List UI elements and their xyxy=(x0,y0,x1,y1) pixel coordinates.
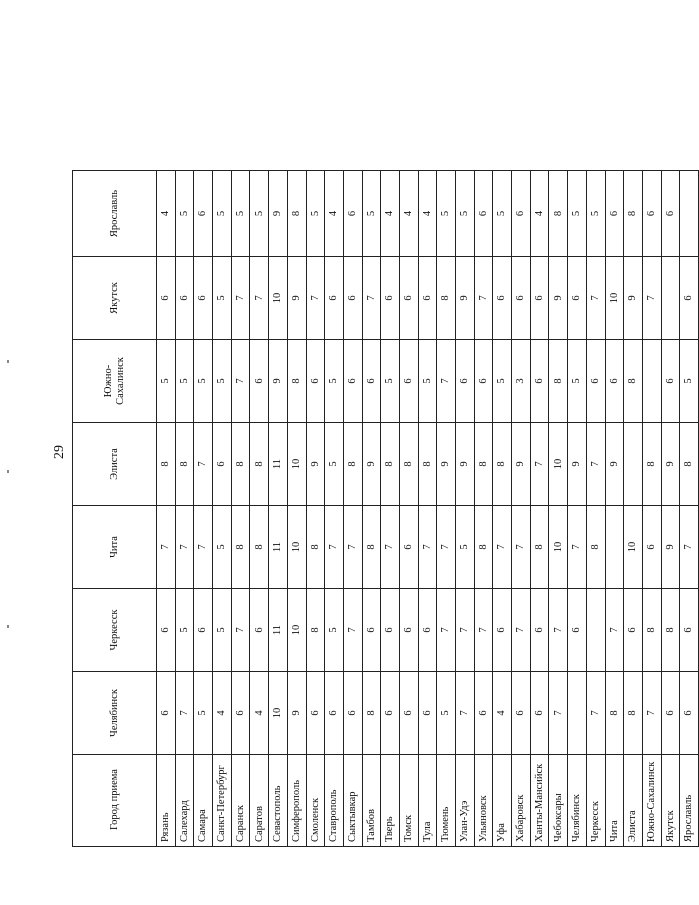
table-cell: 11 xyxy=(269,423,288,506)
row-city: Тамбов xyxy=(362,755,381,847)
table-cell: 5 xyxy=(568,171,587,257)
header-col: Элиста xyxy=(73,423,157,506)
table-row xyxy=(437,171,456,847)
table-cell: 8 xyxy=(362,672,381,755)
table-row xyxy=(586,171,605,847)
table-cell: 5 xyxy=(306,171,325,257)
table-cell: 7 xyxy=(586,257,605,340)
table-cell: 9 xyxy=(549,257,568,340)
table-cell: 8 xyxy=(624,171,643,257)
row-city: Челябинск xyxy=(568,755,587,847)
table-cell: 9 xyxy=(287,257,306,340)
table-row xyxy=(250,171,269,847)
table-cell: 7 xyxy=(568,506,587,589)
header-city: Город приема xyxy=(73,755,157,847)
table-cell: 5 xyxy=(231,171,250,257)
table-cell: 6 xyxy=(418,589,437,672)
table-cell: 7 xyxy=(250,257,269,340)
table-cell: 6 xyxy=(250,340,269,423)
table-cell: 6 xyxy=(474,672,493,755)
table-cell: 10 xyxy=(624,506,643,589)
margin-mark xyxy=(7,625,9,628)
table-cell: 7 xyxy=(549,589,568,672)
table-cell: 8 xyxy=(362,506,381,589)
table-cell: 7 xyxy=(362,257,381,340)
row-city: Томск xyxy=(399,755,418,847)
table-cell: 6 xyxy=(343,171,362,257)
table-cell: 11 xyxy=(269,506,288,589)
table-cell: 6 xyxy=(157,589,176,672)
row-city: Сыктывкар xyxy=(343,755,362,847)
table-cell: 7 xyxy=(642,257,661,340)
table-cell: 6 xyxy=(530,672,549,755)
table-cell: 6 xyxy=(661,672,680,755)
table-row xyxy=(456,171,475,847)
row-city: Симферополь xyxy=(287,755,306,847)
table-row xyxy=(213,171,232,847)
table-cell: 9 xyxy=(306,423,325,506)
table-cell: 5 xyxy=(418,340,437,423)
table-cell: 5 xyxy=(493,340,512,423)
row-city: Ульяновск xyxy=(474,755,493,847)
header-col: Ярославль xyxy=(73,171,157,257)
table-cell: 6 xyxy=(642,171,661,257)
table-cell: 8 xyxy=(287,171,306,257)
table-row xyxy=(661,171,680,847)
table-cell: 5 xyxy=(213,589,232,672)
table-cell: 4 xyxy=(493,672,512,755)
table-cell: 7 xyxy=(437,340,456,423)
table-cell: 6 xyxy=(399,340,418,423)
table-cell: 5 xyxy=(213,506,232,589)
table-cell: 8 xyxy=(642,423,661,506)
table-cell: 5 xyxy=(175,340,194,423)
table-cell: 7 xyxy=(325,506,344,589)
table-cell: 7 xyxy=(194,423,213,506)
table-cell: 5 xyxy=(362,171,381,257)
row-city: Якутск xyxy=(661,755,680,847)
table-cell: 7 xyxy=(642,672,661,755)
table-cell: 3 xyxy=(512,340,531,423)
table-cell: 8 xyxy=(343,423,362,506)
row-city: Хабаровск xyxy=(512,755,531,847)
table-cell: 6 xyxy=(306,340,325,423)
table-cell: 7 xyxy=(586,423,605,506)
table-cell xyxy=(642,340,661,423)
table-cell: 4 xyxy=(250,672,269,755)
table-cell: 5 xyxy=(325,423,344,506)
table-cell: 8 xyxy=(418,423,437,506)
table-cell: 4 xyxy=(157,171,176,257)
table-row xyxy=(493,171,512,847)
table-cell: 7 xyxy=(586,672,605,755)
table-cell: 6 xyxy=(624,589,643,672)
table-cell: 10 xyxy=(605,257,624,340)
table-cell: 9 xyxy=(624,257,643,340)
table-cell: 6 xyxy=(157,672,176,755)
table-cell xyxy=(586,589,605,672)
table-cell: 7 xyxy=(437,589,456,672)
table-cell: 6 xyxy=(418,257,437,340)
table-cell: 7 xyxy=(343,589,362,672)
table-cell: 4 xyxy=(530,171,549,257)
table-cell: 9 xyxy=(269,171,288,257)
table-cell: 7 xyxy=(512,506,531,589)
table-cell: 5 xyxy=(157,340,176,423)
table-cell: 6 xyxy=(194,589,213,672)
table-row xyxy=(642,171,661,847)
table-row xyxy=(549,171,568,847)
table-cell: 6 xyxy=(343,340,362,423)
table-cell: 9 xyxy=(287,672,306,755)
header-col: Якутск xyxy=(73,257,157,340)
table-cell: 9 xyxy=(661,423,680,506)
table-cell xyxy=(568,672,587,755)
table-cell: 7 xyxy=(418,506,437,589)
table-cell: 6 xyxy=(605,171,624,257)
table-cell: 5 xyxy=(381,340,400,423)
table-cell: 6 xyxy=(456,340,475,423)
row-city: Южно-Сахалинск xyxy=(642,755,661,847)
table-cell: 6 xyxy=(399,257,418,340)
table-cell: 6 xyxy=(399,672,418,755)
table-cell: 8 xyxy=(474,506,493,589)
table-cell: 7 xyxy=(605,589,624,672)
table-row xyxy=(231,171,250,847)
table-cell: 5 xyxy=(194,672,213,755)
table-cell: 6 xyxy=(680,672,699,755)
table-cell: 8 xyxy=(605,672,624,755)
table-cell: 4 xyxy=(381,171,400,257)
table-cell: 7 xyxy=(157,506,176,589)
table-cell: 6 xyxy=(530,257,549,340)
header-col: Южно-Сахалинск xyxy=(73,340,157,423)
row-city: Тверь xyxy=(381,755,400,847)
table-cell: 5 xyxy=(437,672,456,755)
row-city: Тюмень xyxy=(437,755,456,847)
table-cell: 10 xyxy=(287,589,306,672)
table-cell: 8 xyxy=(381,423,400,506)
table-cell: 6 xyxy=(512,257,531,340)
margin-mark xyxy=(7,360,9,363)
row-city: Саратов xyxy=(250,755,269,847)
table-cell: 8 xyxy=(231,506,250,589)
table-row xyxy=(381,171,400,847)
table-cell: 6 xyxy=(231,672,250,755)
table-cell: 8 xyxy=(287,340,306,423)
table-cell: 7 xyxy=(231,257,250,340)
table-row xyxy=(605,171,624,847)
table-cell: 6 xyxy=(343,672,362,755)
table-cell: 5 xyxy=(680,340,699,423)
row-city: Чебоксары xyxy=(549,755,568,847)
table-cell: 6 xyxy=(474,171,493,257)
table-cell: 8 xyxy=(250,423,269,506)
row-city: Ставрополь xyxy=(325,755,344,847)
row-city: Элиста xyxy=(624,755,643,847)
travel-time-table xyxy=(72,170,699,847)
table-cell: 7 xyxy=(381,506,400,589)
table-cell: 10 xyxy=(287,506,306,589)
table-cell: 6 xyxy=(362,340,381,423)
table-cell: 9 xyxy=(269,340,288,423)
table-cell: 6 xyxy=(381,672,400,755)
row-city: Ханты-Мансийск xyxy=(530,755,549,847)
row-city: Самара xyxy=(194,755,213,847)
table-cell: 6 xyxy=(306,672,325,755)
row-city: Черкесск xyxy=(586,755,605,847)
table-cell: 8 xyxy=(549,171,568,257)
table-cell: 6 xyxy=(399,589,418,672)
table-cell: 7 xyxy=(493,506,512,589)
table-cell: 9 xyxy=(456,257,475,340)
table-row xyxy=(418,171,437,847)
table-cell: 5 xyxy=(456,506,475,589)
table-cell: 7 xyxy=(231,589,250,672)
table-row xyxy=(624,171,643,847)
table-row xyxy=(362,171,381,847)
table-cell: 6 xyxy=(381,257,400,340)
table-cell: 6 xyxy=(512,171,531,257)
table-row xyxy=(175,171,194,847)
row-city: Улан-Удэ xyxy=(456,755,475,847)
row-city: Смоленск xyxy=(306,755,325,847)
table-cell: 6 xyxy=(325,257,344,340)
table-cell: 7 xyxy=(175,672,194,755)
table-cell: 8 xyxy=(624,340,643,423)
table-cell: 8 xyxy=(493,423,512,506)
table-cell: 7 xyxy=(474,257,493,340)
row-city: Ярославль xyxy=(680,755,699,847)
table-cell: 6 xyxy=(474,340,493,423)
row-city: Тула xyxy=(418,755,437,847)
table-cell: 6 xyxy=(493,589,512,672)
table-cell: 8 xyxy=(306,506,325,589)
table-cell: 10 xyxy=(269,672,288,755)
table-cell: 11 xyxy=(269,589,288,672)
table-cell: 5 xyxy=(250,171,269,257)
table-cell: 9 xyxy=(605,423,624,506)
table-cell: 6 xyxy=(157,257,176,340)
table-row xyxy=(474,171,493,847)
table-row xyxy=(325,171,344,847)
table-row xyxy=(343,171,362,847)
table-row xyxy=(399,171,418,847)
table-cell: 6 xyxy=(362,589,381,672)
table-cell: 7 xyxy=(474,589,493,672)
table-cell: 7 xyxy=(306,257,325,340)
table-row xyxy=(157,171,176,847)
table-cell: 8 xyxy=(399,423,418,506)
table-cell: 8 xyxy=(680,423,699,506)
table-cell: 7 xyxy=(437,506,456,589)
table-cell: 7 xyxy=(530,423,549,506)
row-city: Салехард xyxy=(175,755,194,847)
table-cell: 6 xyxy=(661,340,680,423)
table-cell: 5 xyxy=(213,340,232,423)
table-cell: 8 xyxy=(250,506,269,589)
table-cell: 6 xyxy=(493,257,512,340)
table-cell xyxy=(661,257,680,340)
table-cell: 10 xyxy=(269,257,288,340)
row-city: Чита xyxy=(605,755,624,847)
table-cell: 6 xyxy=(680,257,699,340)
table-row xyxy=(306,171,325,847)
table-cell: 7 xyxy=(343,506,362,589)
table-cell: 6 xyxy=(175,257,194,340)
table-cell: 9 xyxy=(362,423,381,506)
table-row xyxy=(269,171,288,847)
table-cell xyxy=(680,171,699,257)
row-city: Рязань xyxy=(157,755,176,847)
table-cell: 6 xyxy=(381,589,400,672)
table-cell: 6 xyxy=(512,672,531,755)
table-cell xyxy=(605,506,624,589)
table-cell: 7 xyxy=(680,506,699,589)
row-city: Санкт-Петербург xyxy=(213,755,232,847)
table-cell: 4 xyxy=(418,171,437,257)
table-cell: 9 xyxy=(661,506,680,589)
table-cell: 5 xyxy=(437,171,456,257)
table-cell: 5 xyxy=(175,589,194,672)
table-cell: 7 xyxy=(512,589,531,672)
table-cell: 6 xyxy=(418,672,437,755)
table-cell: 4 xyxy=(399,171,418,257)
table-cell: 6 xyxy=(530,340,549,423)
table-cell: 10 xyxy=(549,423,568,506)
table-cell: 6 xyxy=(194,257,213,340)
table-cell: 6 xyxy=(343,257,362,340)
table-cell: 8 xyxy=(530,506,549,589)
table-cell: 9 xyxy=(568,423,587,506)
margin-mark xyxy=(7,470,9,473)
table-cell: 6 xyxy=(680,589,699,672)
row-city: Саранск xyxy=(231,755,250,847)
table-cell: 7 xyxy=(175,506,194,589)
table-cell: 5 xyxy=(325,340,344,423)
table-cell: 8 xyxy=(474,423,493,506)
table-cell: 5 xyxy=(194,340,213,423)
row-city: Севастополь xyxy=(269,755,288,847)
header-col: Челябинск xyxy=(73,672,157,755)
table-cell xyxy=(624,423,643,506)
header-col: Черкесск xyxy=(73,589,157,672)
table-row xyxy=(512,171,531,847)
table-cell: 7 xyxy=(456,672,475,755)
table-row xyxy=(287,171,306,847)
table-cell: 5 xyxy=(493,171,512,257)
table-row xyxy=(530,171,549,847)
table-cell: 8 xyxy=(642,589,661,672)
table-cell: 10 xyxy=(549,506,568,589)
table-cell: 6 xyxy=(325,672,344,755)
table-cell: 8 xyxy=(437,257,456,340)
table-row xyxy=(680,171,699,847)
table-cell: 4 xyxy=(325,171,344,257)
table-cell: 8 xyxy=(549,340,568,423)
table-cell: 5 xyxy=(213,257,232,340)
table-cell: 8 xyxy=(175,423,194,506)
table-cell: 9 xyxy=(512,423,531,506)
table-cell: 7 xyxy=(231,340,250,423)
table-cell: 5 xyxy=(213,171,232,257)
table-cell: 6 xyxy=(661,171,680,257)
table-row xyxy=(568,171,587,847)
table-cell: 8 xyxy=(624,672,643,755)
table-cell: 7 xyxy=(549,672,568,755)
table-cell: 6 xyxy=(530,589,549,672)
table-cell: 5 xyxy=(568,340,587,423)
table-cell: 6 xyxy=(194,171,213,257)
table-cell: 4 xyxy=(213,672,232,755)
table-cell: 6 xyxy=(568,257,587,340)
table-cell: 5 xyxy=(456,171,475,257)
row-city: Уфа xyxy=(493,755,512,847)
table-cell: 6 xyxy=(586,340,605,423)
table-cell: 5 xyxy=(586,171,605,257)
table-cell: 7 xyxy=(194,506,213,589)
header-col: Чита xyxy=(73,506,157,589)
table-cell: 8 xyxy=(306,589,325,672)
table-cell: 8 xyxy=(157,423,176,506)
table-cell: 10 xyxy=(287,423,306,506)
table-header-row xyxy=(73,171,157,847)
table-cell: 6 xyxy=(605,340,624,423)
table-cell: 6 xyxy=(399,506,418,589)
table-cell: 8 xyxy=(231,423,250,506)
table-cell: 5 xyxy=(175,171,194,257)
table-cell: 9 xyxy=(437,423,456,506)
table-cell: 9 xyxy=(456,423,475,506)
table-cell: 5 xyxy=(325,589,344,672)
table-cell: 6 xyxy=(213,423,232,506)
table-cell: 8 xyxy=(586,506,605,589)
table-row xyxy=(194,171,213,847)
table-cell: 6 xyxy=(250,589,269,672)
table-cell: 7 xyxy=(456,589,475,672)
table-cell: 6 xyxy=(642,506,661,589)
table-cell: 6 xyxy=(568,589,587,672)
table-cell: 8 xyxy=(661,589,680,672)
